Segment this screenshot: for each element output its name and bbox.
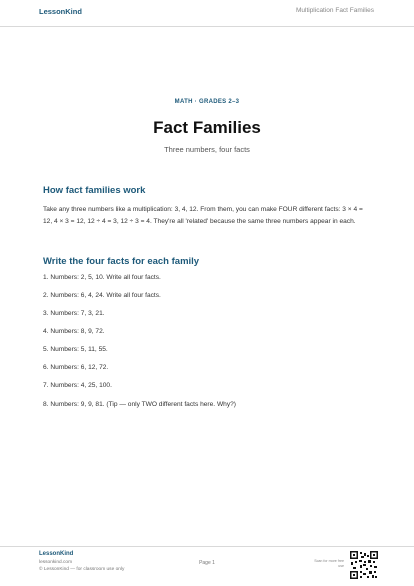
problem-item: 5. Numbers: 5, 11, 55. xyxy=(43,346,108,353)
problem-item: 6. Numbers: 6, 12, 72. xyxy=(43,364,109,371)
qr-code-icon xyxy=(350,551,378,579)
problem-item: 8. Numbers: 9, 9, 81. (Tip — only TWO different facts here. Why?) xyxy=(43,401,236,408)
subject-kicker: MATH · GRADES 2–3 xyxy=(174,99,240,105)
problem-item: 4. Numbers: 8, 9, 72. xyxy=(43,328,105,335)
scan-caption: Scan for more free use xyxy=(314,559,344,568)
page-subtitle: Three numbers, four facts xyxy=(164,145,250,154)
section-heading-exercises: Write the four facts for each family xyxy=(43,256,200,267)
problem-item: 2. Numbers: 6, 4, 24. Write all four facts. xyxy=(43,292,161,299)
footer-site-link[interactable]: lessonkind.com xyxy=(39,560,73,565)
brand-logo-text: LessonKind xyxy=(39,7,82,16)
page-title: Fact Families xyxy=(153,118,261,137)
section-heading-how: How fact families work xyxy=(43,185,146,196)
top-header-bar xyxy=(0,0,414,27)
document-title-label: Multiplication Fact Families xyxy=(295,7,374,14)
page-number: Page 1 xyxy=(199,560,215,566)
footer-copyright: © LessonKind — for classroom use only xyxy=(39,567,125,572)
problem-item: 3. Numbers: 7, 3, 21. xyxy=(43,310,105,317)
intro-paragraph: Take any three numbers like a multiplication: 3, 4, 12. From them, you can make FOUR different facts: 3 × 4 = 12, 4 × 3 = 12, 12 ÷ 4 = 3, 12 ÷ 3 = 4. They're all 'related' because the same three numbers appear in each. xyxy=(43,206,363,225)
page-footer xyxy=(0,546,414,586)
footer-brand: LessonKind xyxy=(39,551,74,557)
problem-item: 1. Numbers: 2, 5, 10. Write all four facts. xyxy=(43,274,161,281)
problem-item: 7. Numbers: 4, 25, 100. xyxy=(43,382,112,389)
